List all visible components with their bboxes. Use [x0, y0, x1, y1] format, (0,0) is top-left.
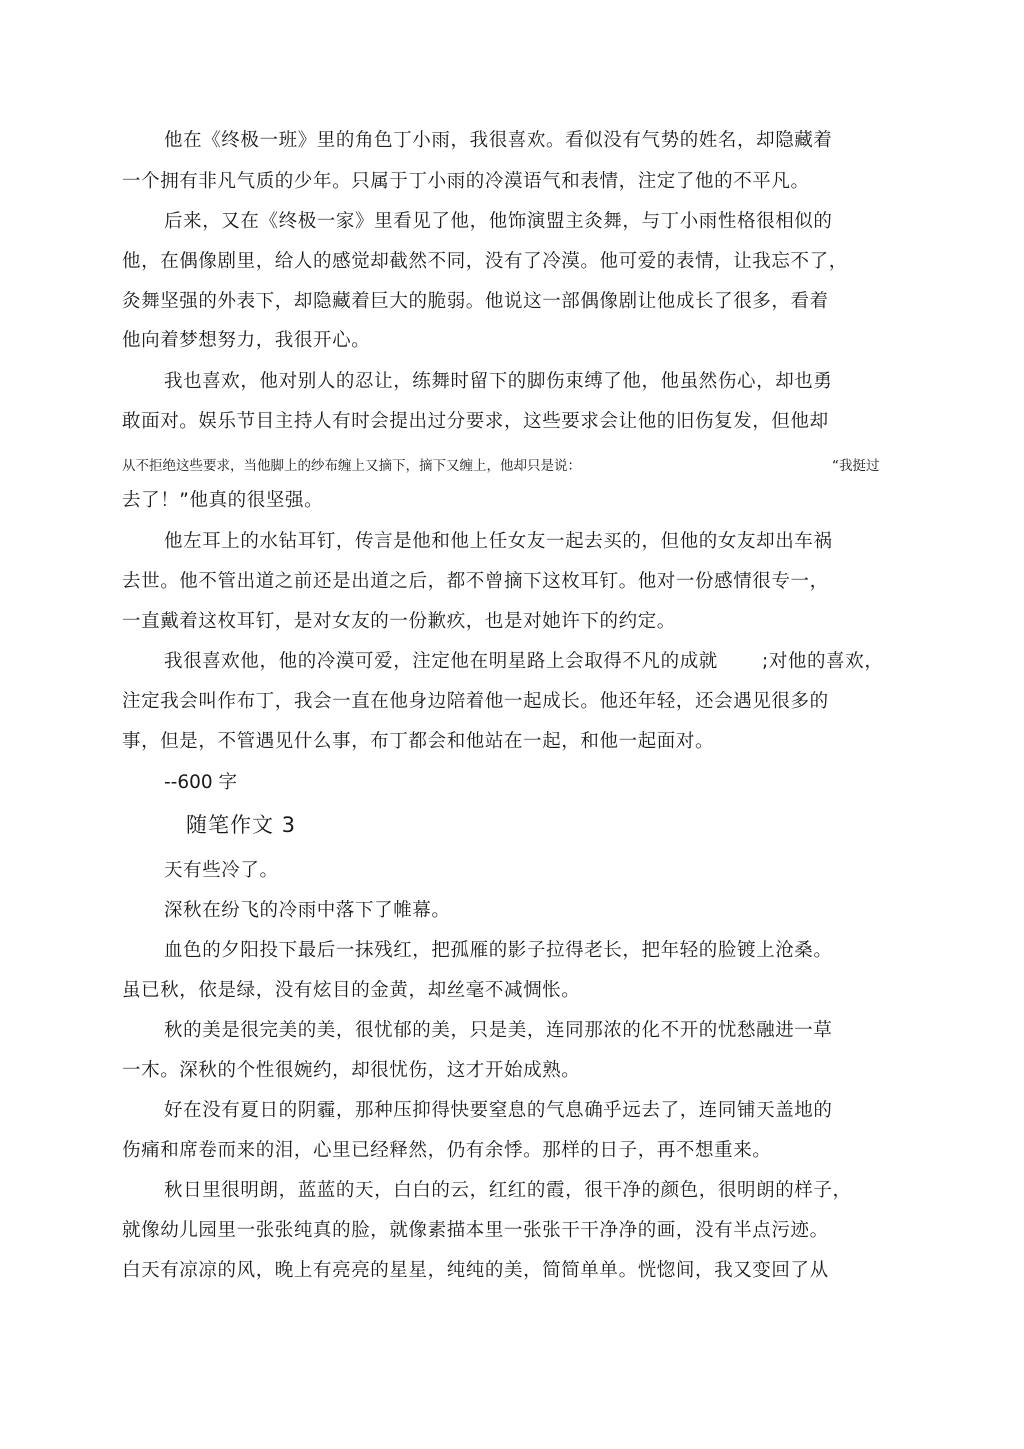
- text-line: 我也喜欢，他对别人的忍让，练舞时留下的脚伤束缚了他，他虽然伤心，却也勇: [164, 371, 833, 392]
- text-line: 秋日里很明朗，蓝蓝的天，白白的云，红红的霞，很干净的颜色，很明朗的样子，: [164, 1180, 852, 1201]
- text-line: 事，但是，不管遇见什么事，布丁都会和他站在一起，和他一起面对。: [122, 731, 715, 752]
- text-line: 从不拒绝这些要求，当他脚上的纱布缠上又摘下，摘下又缠上，他却只是说：: [122, 458, 581, 474]
- text-line: 注定我会叫作布丁，我会一直在他身边陪着他一起成长。他还年轻，还会遇见很多的: [122, 691, 829, 712]
- text-line: “我挺过: [832, 458, 880, 474]
- text-line: 后来，又在《终极一家》里看见了他，他饰演盟主灸舞，与丁小雨性格很相似的: [164, 211, 833, 232]
- text-line: 一木。深秋的个性很婉约，却很忧伤，这才开始成熟。: [122, 1060, 581, 1081]
- text-line: 一直戴着这枚耳钉，是对女友的一份歉疚，也是对她许下的约定。: [122, 611, 676, 632]
- text-line: 我很喜欢他，他的冷漠可爱，注定他在明星路上会取得不凡的成就: [164, 651, 718, 672]
- text-line: 他左耳上的水钻耳钉，传言是他和他上任女友一起去买的，但他的女友却出车祸: [164, 531, 833, 552]
- text-line: 他在《终极一班》里的角色丁小雨，我很喜欢。看似没有气势的姓名，却隐藏着: [164, 130, 833, 151]
- text-line: ;对他的喜欢，: [762, 651, 884, 672]
- section-heading: 随笔作文 3: [186, 813, 297, 837]
- text-line: 秋的美是很完美的美，很忧郁的美，只是美，连同那浓的化不开的忧愁融进一草: [164, 1020, 833, 1041]
- text-line: 他，在偶像剧里，给人的感觉却截然不同，没有了冷漠。他可爱的表情，让我忘不了，: [122, 251, 848, 272]
- text-line: --600 字: [164, 772, 238, 793]
- text-line: 他向着梦想努力，我很开心。: [122, 330, 371, 351]
- text-line: 伤痛和席卷而来的泪，心里已经释然，仍有余悸。那样的日子，再不想重来。: [122, 1140, 772, 1161]
- text-line: 去了！”他真的很坚强。: [122, 490, 324, 511]
- text-line: 白天有凉凉的风，晚上有亮亮的星星，纯纯的美，简简单单。恍惚间，我又变回了从: [122, 1260, 829, 1281]
- text-line: 深秋在纷飞的冷雨中落下了帷幕。: [164, 900, 451, 921]
- text-line: 血色的夕阳投下最后一抹残红，把孤雁的影子拉得老长，把年轻的脸镀上沧桑。: [164, 940, 833, 961]
- text-line: 虽已秋，依是绿，没有炫目的金黄，却丝毫不减惆怅。: [122, 980, 581, 1001]
- text-line: 就像幼儿园里一张张纯真的脸，就像素描本里一张张干干净净的画，没有半点污迹。: [122, 1220, 829, 1241]
- text-line: 去世。他不管出道之前还是出道之后，都不曾摘下这枚耳钉。他对一份感情很专一，: [122, 571, 829, 592]
- text-line: 敢面对。娱乐节目主持人有时会提出过分要求，这些要求会让他的旧伤复发，但他却: [122, 411, 829, 432]
- text-line: 好在没有夏日的阴霾，那种压抑得快要窒息的气息确乎远去了，连同铺天盖地的: [164, 1100, 833, 1121]
- text-line: 灸舞坚强的外表下，却隐藏着巨大的脆弱。他说这一部偶像剧让他成长了很多，看着: [122, 291, 829, 312]
- text-line: 天有些冷了。: [164, 860, 279, 881]
- text-line: 一个拥有非凡气质的少年。只属于丁小雨的冷漠语气和表情，注定了他的不平凡。: [122, 171, 810, 192]
